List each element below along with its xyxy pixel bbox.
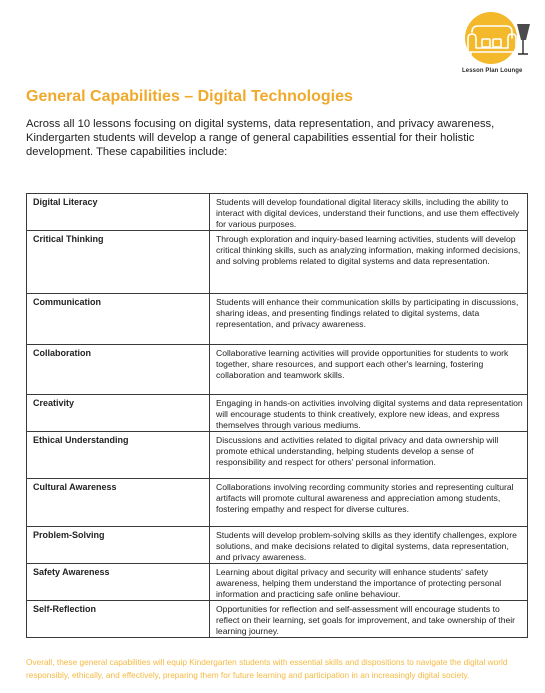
capability-name: Self-Reflection: [27, 601, 210, 638]
capability-description: Engaging in hands-on activities involving digital systems and data representation will encourage students to think creatively, explore new ideas, and express themselves through various mediums.: [210, 395, 528, 432]
brand-logo: [462, 12, 538, 72]
table-row: [27, 345, 528, 395]
intro-paragraph: Across all 10 lessons focusing on digital systems, data representation, and privacy awareness, Kindergarten students will develop a range of general capabilities essential for their holistic development. These capabilities include:: [26, 118, 495, 158]
footer-note: Overall, these general capabilities will equip Kindergarten students with essential skills and dispositions to navigate the digital world responsibly, ethically, and effectively, preparing them for future learning and participation in an increasingly digital society.: [26, 657, 508, 680]
capability-description: Opportunities for reflection and self-assessment will encourage students to reflect on their learning, set goals for improvement, and take ownership of their learning journey.: [210, 601, 528, 638]
capability-name: Digital Literacy: [27, 194, 210, 231]
page-title: General Capabilities – Digital Technologies: [26, 88, 353, 105]
logo-text: Lesson Plan Lounge: [462, 68, 523, 74]
capability-name: Cultural Awareness: [27, 479, 210, 527]
capability-name: Safety Awareness: [27, 564, 210, 601]
capability-description: Collaborations involving recording community stories and representing cultural artifacts will promote cultural awareness and appreciation among students, fostering empathy and respect for diverse cultures.: [210, 479, 528, 527]
table-row: [27, 294, 528, 345]
capability-description: Students will enhance their communication skills by participating in discussions, sharing ideas, and presenting findings related to digital systems, data representation, and privacy awareness.: [210, 294, 528, 345]
table-row: [27, 527, 528, 564]
capabilities-table: [26, 193, 528, 638]
table-row: [27, 432, 528, 479]
capability-name: Creativity: [27, 395, 210, 432]
capability-name: Collaboration: [27, 345, 210, 395]
capability-description: Students will develop problem-solving skills as they identify challenges, explore solutions, and make decisions related to digital systems, data representation, and privacy awareness.: [210, 527, 528, 564]
capability-description: Students will develop foundational digital literacy skills, including the ability to interact with digital devices, understand their functions, and use them effectively for various purposes.: [210, 194, 528, 231]
capability-description: Collaborative learning activities will provide opportunities for students to work together, share resources, and support each other's learning, fostering collaboration and teamwork skills.: [210, 345, 528, 395]
capability-description: Learning about digital privacy and security will enhance students' safety awareness, helping them understand the importance of protecting personal information and practicing safe online behaviour.: [210, 564, 528, 601]
capability-name: Problem-Solving: [27, 527, 210, 564]
sofa-icon: [462, 12, 538, 68]
capability-name: Critical Thinking: [27, 231, 210, 294]
capability-name: Communication: [27, 294, 210, 345]
capability-description: Discussions and activities related to digital privacy and data ownership will promote ethical understanding, helping students develop a sense of responsibility and respect for others' personal information.: [210, 432, 528, 479]
table-row: [27, 601, 528, 638]
table-row: [27, 395, 528, 432]
capability-description: Through exploration and inquiry-based learning activities, students will develop critical thinking skills, such as analyzing information, making informed decisions, and solving problems related to digital systems and data representation.: [210, 231, 528, 294]
table-row: [27, 564, 528, 601]
capability-name: Ethical Understanding: [27, 432, 210, 479]
table-row: [27, 479, 528, 527]
table-row: [27, 194, 528, 231]
table-row: [27, 231, 528, 294]
